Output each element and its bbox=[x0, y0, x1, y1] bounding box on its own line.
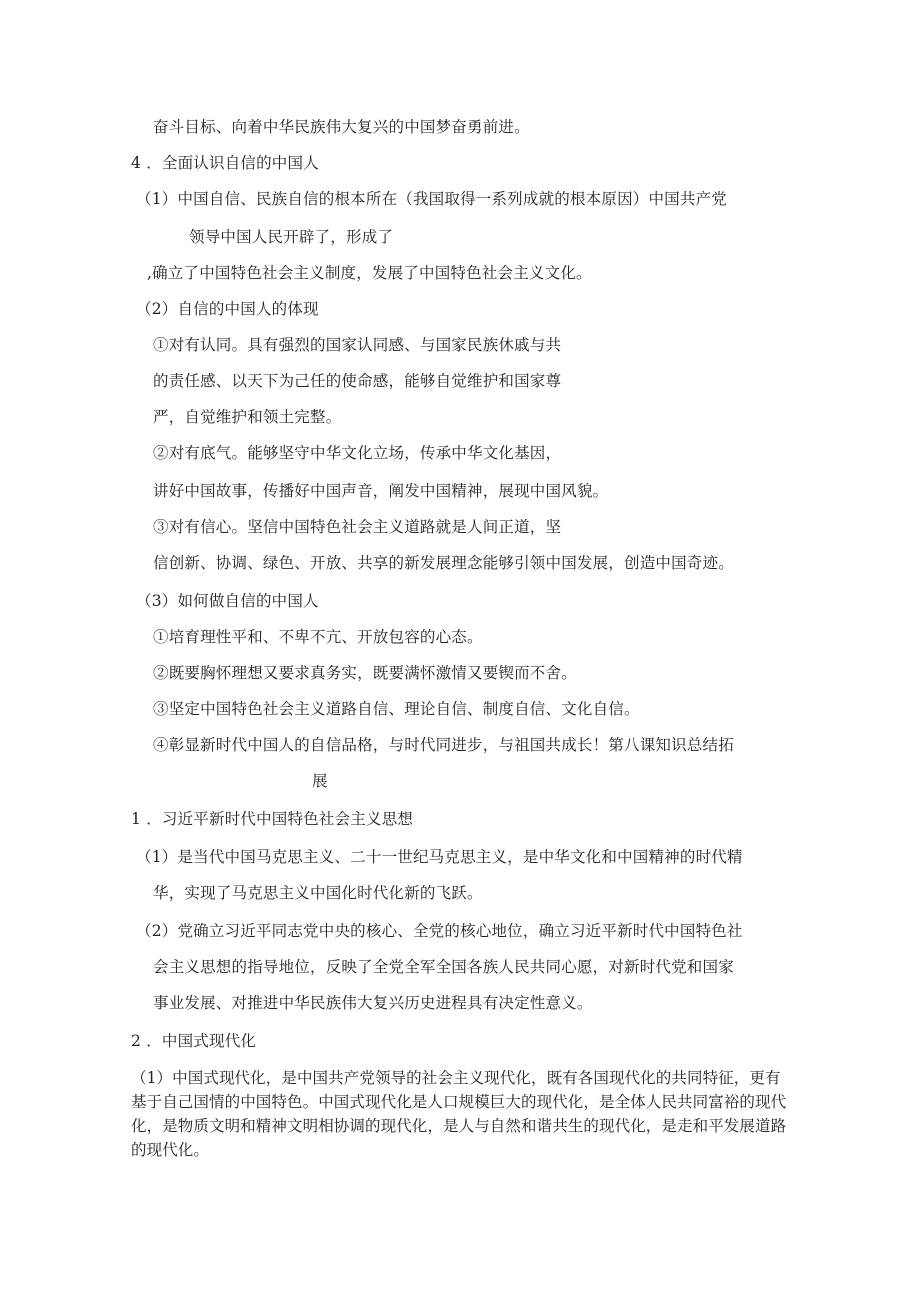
text-line: 事业发展、对推进中华民族伟大复兴历史进程具有决定性意义。 bbox=[153, 994, 593, 1012]
list-item: ③对有信心。坚信中国特色社会主义道路就是人间正道，坚 bbox=[153, 518, 562, 536]
list-item: ①对有认同。具有强烈的国家认同感、与国家民族休戚与共 bbox=[153, 336, 562, 354]
subheading-1: （1）是当代中国马克思主义、二十一世纪马克思主义，是中华文化和中国精神的时代精 bbox=[136, 848, 743, 866]
subheading-3: （3）如何做自信的中国人 bbox=[136, 592, 319, 610]
list-item: ④彰显新时代中国人的自信品格，与时代同进步，与祖国共成长！第八课知识总结拓 bbox=[153, 736, 734, 754]
section-heading-4: 4 ．全面认识自信的中国人 bbox=[131, 154, 319, 172]
text-line: 会主义思想的指导地位，反映了全党全军全国各族人民共同心愿，对新时代党和国家 bbox=[153, 958, 734, 976]
text-line: ,确立了中国特色社会主义制度，发展了中国特色社会主义文化。 bbox=[147, 264, 592, 282]
list-item: ①培育理性平和、不卑不亢、开放包容的心态。 bbox=[153, 628, 483, 646]
list-item: ③坚定中国特色社会主义道路自信、理论自信、制度自信、文化自信。 bbox=[153, 700, 640, 718]
text-line: 领导中国人民开辟了，形成了 bbox=[189, 228, 394, 246]
subheading-2: （2）自信的中国人的体现 bbox=[136, 300, 319, 318]
text-line: 展 bbox=[312, 772, 328, 790]
text-line: 华，实现了马克思主义中国化时代化新的飞跃。 bbox=[153, 884, 483, 902]
section-heading-2: 2 ．中国式现代化 bbox=[131, 1032, 257, 1050]
text-line: 严，自觉维护和领土完整。 bbox=[153, 408, 342, 426]
subheading-1: （1）中国自信、民族自信的根本所在（我国取得一系列成就的根本原因）中国共产党 bbox=[136, 190, 727, 208]
text-line: 讲好中国故事，传播好中国声音，阐发中国精神，展现中国风貌。 bbox=[153, 482, 609, 500]
section-heading-1: 1 ．习近平新时代中国特色社会主义思想 bbox=[131, 810, 414, 828]
text-line: 的责任感、以天下为己任的使命感，能够自觉维护和国家尊 bbox=[153, 372, 562, 390]
paragraph: （1）中国式现代化，是中国共产党领导的社会主义现代化，既有各国现代化的共同特征，更有基于自己国情的中国特色。中国式现代化是人口规模巨大的现代化，是全体人民共同富裕的现代化，是物质文明和精神文明相协调的现代化，是人与自然和谐共生的现代化，是走和平发展道路的现代化。 bbox=[131, 1069, 787, 1159]
subheading-2: （2）党确立习近平同志党中央的核心、全党的核心地位，确立习近平新时代中国特色社 bbox=[136, 922, 743, 940]
paragraph-continuation: 奋斗目标、向着中华民族伟大复兴的中国梦奋勇前进。 bbox=[153, 118, 530, 136]
list-item: ②既要胸怀理想又要求真务实，既要满怀激情又要锲而不舍。 bbox=[153, 664, 577, 682]
list-item: ②对有底气。能够坚守中华文化立场，传承中华文化基因， bbox=[153, 444, 562, 462]
text-line: 信创新、协调、绿色、开放、共享的新发展理念能够引领中国发展，创造中国奇迹。 bbox=[153, 554, 734, 572]
